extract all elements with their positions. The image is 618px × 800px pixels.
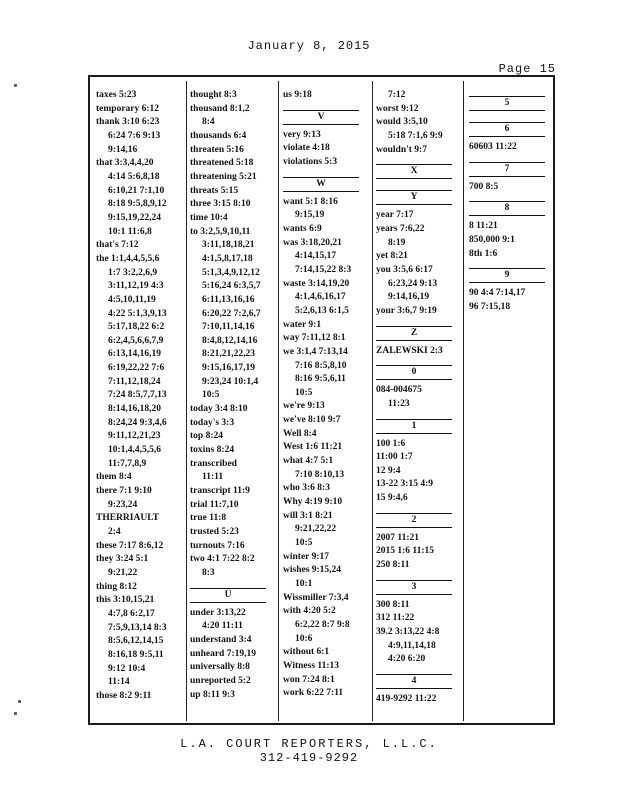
index-entry-continuation: 8:16 9:5,6,11 (295, 374, 346, 385)
index-entry: THERRIAULT (96, 513, 160, 524)
index-entry-continuation: 10:6 (295, 633, 313, 644)
index-entry: understand 3:4 (190, 634, 252, 645)
index-entry: those 8:2 9:11 (96, 690, 152, 701)
index-entry-continuation: 6:10,21 7:1,10 (108, 185, 165, 196)
index-entry-continuation: 11:14 (108, 677, 130, 688)
index-entry: your 3:6,7 9:19 (376, 305, 437, 316)
number-header-2: 2 (376, 513, 452, 528)
index-entry: very 9:13 (283, 129, 321, 140)
index-entry-continuation: 9:15,19,22,24 (108, 212, 162, 223)
index-entry: threatened 5:18 (190, 158, 254, 169)
index-entry: transcript 11:9 (190, 486, 250, 497)
index-entry: 2007 11:21 (376, 532, 420, 543)
index-entry-continuation: 4:1,5,8,17,18 (202, 253, 253, 264)
index-entry: the 1:1,4,4,5,5,6 (96, 253, 160, 264)
index-column-3 (283, 89, 359, 701)
index-entry: 90 4:4 7:14,17 (469, 288, 526, 299)
index-column-1 (96, 89, 167, 704)
index-entry: 8th 1:6 (469, 248, 498, 259)
number-header-0: 0 (376, 365, 452, 380)
index-entry: true 11:8 (190, 513, 227, 524)
number-header-4: 4 (376, 674, 452, 689)
index-entry: 084-004675 (376, 385, 422, 396)
index-entry: winter 9:17 (283, 551, 329, 562)
index-entry: today 3:4 8:10 (190, 404, 248, 415)
index-entry: taxes 5:23 (96, 90, 137, 100)
index-entry: 700 8:5 (469, 181, 499, 192)
index-entry: 96 7:15,18 (469, 301, 511, 312)
column-divider (186, 81, 187, 721)
index-entry: to 3:2,5,9,10,11 (190, 226, 251, 237)
index-entry: 850,000 9:1 (469, 234, 515, 245)
index-entry: Witness 11:13 (283, 660, 340, 671)
index-entry: 419-9292 11:22 (376, 694, 437, 705)
index-entry: trial 11:7,10 (190, 499, 239, 510)
index-entry-continuation: 9:23,24 10:1,4 (202, 376, 259, 387)
index-entry-continuation: 7:14,15,22 8:3 (295, 264, 352, 275)
index-entry: won 7:24 8:1 (283, 674, 335, 685)
index-entry: them 8:4 (96, 472, 132, 483)
index-entry: temporary 6:12 (96, 103, 160, 114)
index-entry: 300 8:11 (376, 599, 410, 610)
scan-speck (14, 84, 17, 87)
index-entry-continuation: 6:2,4,5,6,6,7,9 (108, 335, 164, 346)
index-entry-continuation: 8:18 9:5,8,9,12 (108, 199, 167, 210)
index-entry: years 7:6,22 (376, 223, 425, 234)
index-entry-continuation: 9:15,19 (295, 210, 325, 221)
page-date: January 8, 2015 (247, 39, 371, 53)
index-entry: 11:00 1:7 (376, 452, 413, 463)
index-entry-continuation: 8:5,6,12,14,15 (108, 636, 164, 647)
index-entry-continuation: 4:14,15,17 (295, 251, 337, 262)
index-entry: unreported 5:2 (190, 675, 251, 686)
index-entry-continuation: 8:24,24 9:3,4,6 (108, 417, 167, 428)
index-entry: what 4:7 5:1 (283, 456, 334, 467)
number-header-9: 9 (469, 268, 545, 283)
index-entry: we're 9:13 (283, 401, 325, 412)
index-column-5 (469, 89, 545, 315)
footer-phone: 312-419-9292 (259, 751, 359, 765)
index-entry: 250 8:11 (376, 560, 410, 571)
index-entry: thank 3:10 6:23 (96, 117, 160, 128)
scan-speck (18, 700, 21, 703)
index-entry: threaten 5:16 (190, 144, 244, 155)
index-entry: they 3:24 5:1 (96, 554, 149, 565)
index-entry: three 3:15 8:10 (190, 199, 251, 210)
index-entry: Why 4:19 9:10 (283, 497, 343, 508)
index-entry-continuation: 8:3 (202, 567, 215, 578)
index-entry-continuation: 3:11,12,19 4:3 (108, 281, 164, 292)
index-entry-continuation: 6:20,22 7:2,6,7 (202, 308, 261, 319)
index-entry-continuation: 9:11,12,21,23 (108, 431, 161, 442)
index-entry: 12 9:4 (376, 465, 401, 476)
index-entry-continuation: 11:11 (202, 472, 224, 483)
index-entry-continuation: 5:2,6,13 6:1,5 (295, 305, 349, 316)
number-header-7: 7 (469, 162, 545, 177)
index-entry: trusted 5:23 (190, 527, 239, 537)
index-entry-continuation: 2:4 (108, 527, 121, 537)
index-entry-continuation: 6:23,24 9:13 (388, 278, 438, 289)
index-column-2 (190, 89, 266, 702)
index-entry-continuation: 6:13,14,16,19 (108, 349, 162, 360)
index-entry-continuation: 1:7 3:2,2,6,9 (108, 267, 158, 278)
index-entry: that 3:3,4,4,20 (96, 158, 154, 169)
index-entry: West 1:6 11:21 (283, 442, 343, 453)
index-entry-continuation: 4:20 11:11 (202, 621, 243, 632)
index-entry: top 8:24 (190, 431, 223, 442)
index-entry-continuation: 9:14,16,19 (388, 292, 430, 303)
letter-header-x: X (376, 164, 452, 179)
index-column-4 (376, 89, 452, 707)
index-entry-continuation: 6:2,22 8:7 9:8 (295, 619, 350, 630)
index-entry-continuation: 10:1 11:6,8 (108, 226, 152, 237)
index-entry: thousand 8:1,2 (190, 103, 250, 114)
index-entry: time 10:4 (190, 212, 228, 223)
index-entry: 2015 1:6 11:15 (376, 546, 435, 557)
index-entry: want 5:1 8:16 (283, 196, 338, 207)
index-entry: up 8:11 9:3 (190, 689, 235, 700)
index-entry: 39.2 3:13,22 4:8 (376, 627, 440, 638)
index-entry: yet 8:21 (376, 251, 408, 262)
index-entry-continuation: 6:24 7:6 9:13 (108, 130, 161, 141)
index-entry: turnouts 7:16 (190, 540, 245, 551)
index-entry: two 4:1 7:22 8:2 (190, 554, 255, 565)
index-entry: Wissmiller 7:3,4 (283, 592, 349, 603)
index-entry-continuation: 4:7,8 6:2,17 (108, 608, 155, 619)
index-entry-continuation: 7:12 (388, 90, 406, 100)
index-entry-continuation: 4:14 5:6,8,18 (108, 171, 160, 182)
index-entry-continuation: 7:24 8:5,7,7,13 (108, 390, 167, 401)
index-entry: violations 5:3 (283, 156, 338, 167)
index-entry-continuation: 4:1,4,6,16,17 (295, 292, 346, 303)
index-entry-continuation: 10:5 (295, 538, 313, 549)
index-entry-continuation: 8:16,18 9:5,11 (108, 649, 164, 660)
index-entry: thing 8:12 (96, 581, 137, 592)
index-entry: these 7:17 8:6,12 (96, 540, 164, 551)
index-entry: way 7:11,12 8:1 (283, 333, 346, 344)
number-header-1: 1 (376, 419, 452, 434)
number-header-3: 3 (376, 580, 452, 595)
index-entry-continuation: 10:5 (295, 387, 313, 398)
index-entry-continuation: 7:10 8:10,13 (295, 469, 345, 480)
index-entry-continuation: 7:16 8:5,8,10 (295, 360, 347, 371)
column-divider (372, 81, 373, 721)
index-entry-continuation: 5:16,24 6:3,5,7 (202, 281, 261, 292)
index-entry: who 3:6 8:3 (283, 483, 330, 494)
index-entry: work 6:22 7:11 (283, 688, 344, 699)
index-entry: you 3:5,6 6:17 (376, 264, 433, 275)
index-entry-continuation: 9:14,16 (108, 144, 138, 155)
index-entry: that's 7:12 (96, 240, 139, 251)
index-entry-continuation: 8:4 (202, 117, 215, 128)
index-entry-continuation: 9:23,24 (108, 499, 138, 510)
index-entry-continuation: 9:12 10:4 (108, 663, 146, 674)
letter-header-y: Y (376, 190, 452, 205)
index-entry: 60603 11:22 (469, 142, 517, 152)
index-entry: waste 3:14,19,20 (283, 278, 350, 289)
letter-header-w: W (283, 177, 359, 192)
index-entry: without 6:1 (283, 647, 330, 658)
index-entry: year 7:17 (376, 210, 414, 221)
page-number: Page 15 (498, 62, 556, 76)
column-divider (463, 81, 464, 721)
index-entry-continuation: 9:15,16,17,19 (202, 363, 256, 374)
index-entry-continuation: 8:14,16,18,20 (108, 404, 162, 415)
index-entry-continuation: 11:23 (388, 398, 410, 409)
index-entry: 15 9:4,6 (376, 493, 408, 504)
index-entry-continuation: 10:1 (295, 579, 313, 589)
index-entry-continuation: 4:9,11,14,18 (388, 640, 436, 651)
index-entry: thought 8:3 (190, 90, 237, 100)
index-entry-continuation: 4:5,10,11,19 (108, 294, 156, 305)
letter-header-z: Z (376, 326, 452, 341)
index-entry: we've 8:10 9:7 (283, 415, 341, 426)
index-entry: us 9:18 (283, 90, 312, 100)
index-entry-continuation: 7:11,12,18,24 (108, 376, 161, 387)
word-index-frame (88, 75, 555, 725)
letter-header-u: U (190, 588, 266, 603)
scan-speck (14, 712, 17, 715)
index-entry-continuation: 6:11,13,16,16 (202, 294, 255, 305)
index-entry-continuation: 4:20 6:20 (388, 654, 426, 665)
number-header-6: 6 (469, 122, 545, 137)
index-entry: wouldn't 9:7 (376, 144, 427, 155)
number-header-5: 5 (469, 96, 545, 111)
index-entry-continuation: 11:7,7,8,9 (108, 458, 147, 469)
index-entry: wants 6:9 (283, 223, 322, 234)
index-entry-continuation: 7:10,11,14,16 (202, 322, 255, 333)
index-entry: 100 1:6 (376, 438, 406, 449)
index-entry: under 3:13,22 (190, 607, 246, 618)
index-entry: threatening 5:21 (190, 171, 257, 182)
index-entry: Well 8:4 (283, 428, 317, 439)
letter-header-v: V (283, 110, 359, 125)
index-entry: today's 3:3 (190, 417, 235, 428)
column-divider (278, 81, 279, 721)
index-entry: thousands 6:4 (190, 130, 247, 141)
index-entry: violate 4:18 (283, 143, 330, 154)
index-entry-continuation: 6:19,22,22 7:6 (108, 363, 165, 374)
index-entry: toxins 8:24 (190, 445, 235, 456)
index-entry: this 3:10,15,21 (96, 595, 155, 606)
index-entry: was 3:18,20,21 (283, 237, 342, 248)
index-entry-continuation: 9:21,22,22 (295, 524, 337, 535)
index-entry-continuation: 8:21,21,22,23 (202, 349, 256, 360)
index-entry-continuation: 8:19 (388, 237, 406, 248)
number-header-8: 8 (469, 201, 545, 216)
footer-company: L.A. COURT REPORTERS, L.L.C. (180, 737, 438, 751)
index-entry: transcribed (190, 458, 237, 469)
index-entry: 8 11:21 (469, 221, 498, 232)
index-entry-continuation: 8:4,8,12,14,16 (202, 335, 258, 346)
index-entry: with 4:20 5:2 (283, 606, 336, 617)
index-entry-continuation: 10:5 (202, 390, 220, 401)
index-entry-continuation: 3:11,18,18,21 (202, 240, 255, 251)
index-entry-continuation: 5:18 7:1,6 9:9 (388, 130, 443, 141)
index-entry-continuation: 10:1,4,4,5,5,6 (108, 445, 162, 456)
index-entry: worst 9:12 (376, 103, 419, 114)
index-entry-continuation: 5:1,3,4,9,12,12 (202, 267, 260, 278)
index-entry: would 3:5,10 (376, 117, 428, 128)
index-entry: we 3:1,4 7:13,14 (283, 346, 348, 357)
index-entry: will 3:1 8:21 (283, 510, 333, 521)
index-entry: threats 5:15 (190, 185, 239, 196)
index-entry: 13-22 3:15 4:9 (376, 479, 433, 490)
index-entry: ZALEWSKI 2:3 (376, 345, 443, 356)
index-entry: water 9:1 (283, 319, 322, 330)
index-entry: 312 11:22 (376, 613, 415, 624)
index-entry: wishes 9:15,24 (283, 565, 342, 576)
index-entry-continuation: 9:21,22 (108, 567, 138, 578)
index-entry-continuation: 7:5,9,13,14 8:3 (108, 622, 167, 633)
index-entry: there 7:1 9:10 (96, 486, 152, 497)
index-entry-continuation: 4:22 5:1,3,9,13 (108, 308, 167, 319)
index-entry: universally 8:8 (190, 662, 250, 673)
index-entry-continuation: 5:17,18,22 6:2 (108, 322, 165, 333)
index-entry: unheard 7:19,19 (190, 648, 256, 659)
